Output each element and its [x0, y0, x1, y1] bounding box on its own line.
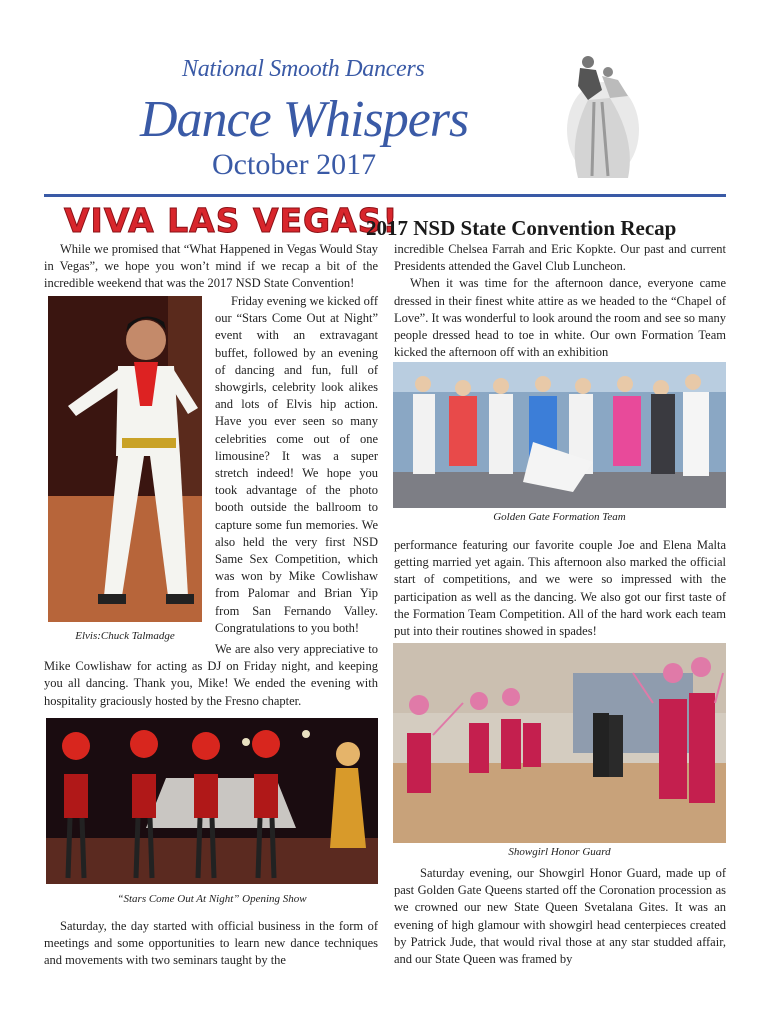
dancing-couple-logo	[558, 50, 648, 185]
intro-paragraph: While we promised that “What Happened in Vegas Would Stay in Vegas”, we hope you won’t mind if we recap a bit of the incredible weekend that was the 2017 NSD State Convention!	[44, 242, 378, 291]
formation-team-caption: Golden Gate Formation Team	[493, 511, 626, 523]
right-paragraph-1: incredible Chelsea Farrah and Eric Kopkte. Our past and current Presidents attended the Gavel Club Luncheon. When it was time for the afternoon dance, everyone came dressed in their finest white attire as we headed to the “Chapel of Love”. It was wonderful to look around the room and see so many people dressed head to toe in white. Our own Formation Team kicked the afternoon off with an exhibition	[394, 242, 726, 360]
friday-paragraph: Friday evening we kicked off our “Stars Come Out at Night” event with an extravagant buffet, followed by an evening of dancing and fun, full of showgirls, celebrity look alikes and lots of Elvis hip action. Have you ever seen so many celebrities come out of one limousine? It was a super stretch indeed! We hope you took advantage of the photo booth outside the ballroom to capture some fun memories. We also held the very first NSD Same Sex Competition, which was won by Mike Cowlishaw from Palomar and Brian Yip from San Fernando Valley. Congratulations to you both!	[215, 294, 378, 635]
issue-date: October 2017	[212, 148, 377, 181]
formation-team-photo	[393, 362, 726, 508]
saturday-paragraph: Saturday, the day started with official business in the form of meetings and some opportunities to learn new dance techniques and movements with two seminars taught by the	[44, 919, 378, 968]
headline-main: VIVA LAS VEGAS!	[64, 201, 399, 240]
showgirl-honor-guard-photo	[393, 643, 726, 843]
elvis-caption: Elvis:Chuck Talmadge	[75, 630, 175, 642]
showgirl-caption: Showgirl Honor Guard	[508, 846, 611, 858]
headline-sub: 2017 NSD State Convention Recap	[366, 216, 677, 240]
opening-show-photo	[46, 718, 378, 884]
publication-title: Dance Whispers	[140, 91, 469, 148]
evening-paragraph: Saturday evening, our Showgirl Honor Guard, made up of past Golden Gate Queens started off the Coronation procession as we crowned our new State Queen Svetalana Gites. It was an evening of high glamour with showgirl head centerpieces created by Patrick Jude, that would rival those at any star studded affair, and our State Queen was framed by	[394, 866, 726, 967]
thanks-paragraph: We are also very appreciative to Mike Cowlishaw for acting as DJ on Friday night, and keeping you all dancing. Thank you, Mike! We ended the evening with hospitality graciously hosted by the Fresno chapter.	[44, 642, 378, 708]
masthead-rule	[44, 194, 726, 197]
performance-paragraph: performance featuring our favorite couple Joe and Elena Malta getting married yet again. This afternoon also marked the official start of competitions, and we were so impressed with the participation as well as the dancing. We also got our first taste of the Formation Team Competition. All of the hard work each team put into their routines showed in spades!	[394, 538, 726, 639]
opening-show-caption: “Stars Come Out At Night” Opening Show	[117, 893, 307, 905]
elvis-photo	[48, 296, 202, 622]
organization-name: National Smooth Dancers	[182, 56, 425, 82]
